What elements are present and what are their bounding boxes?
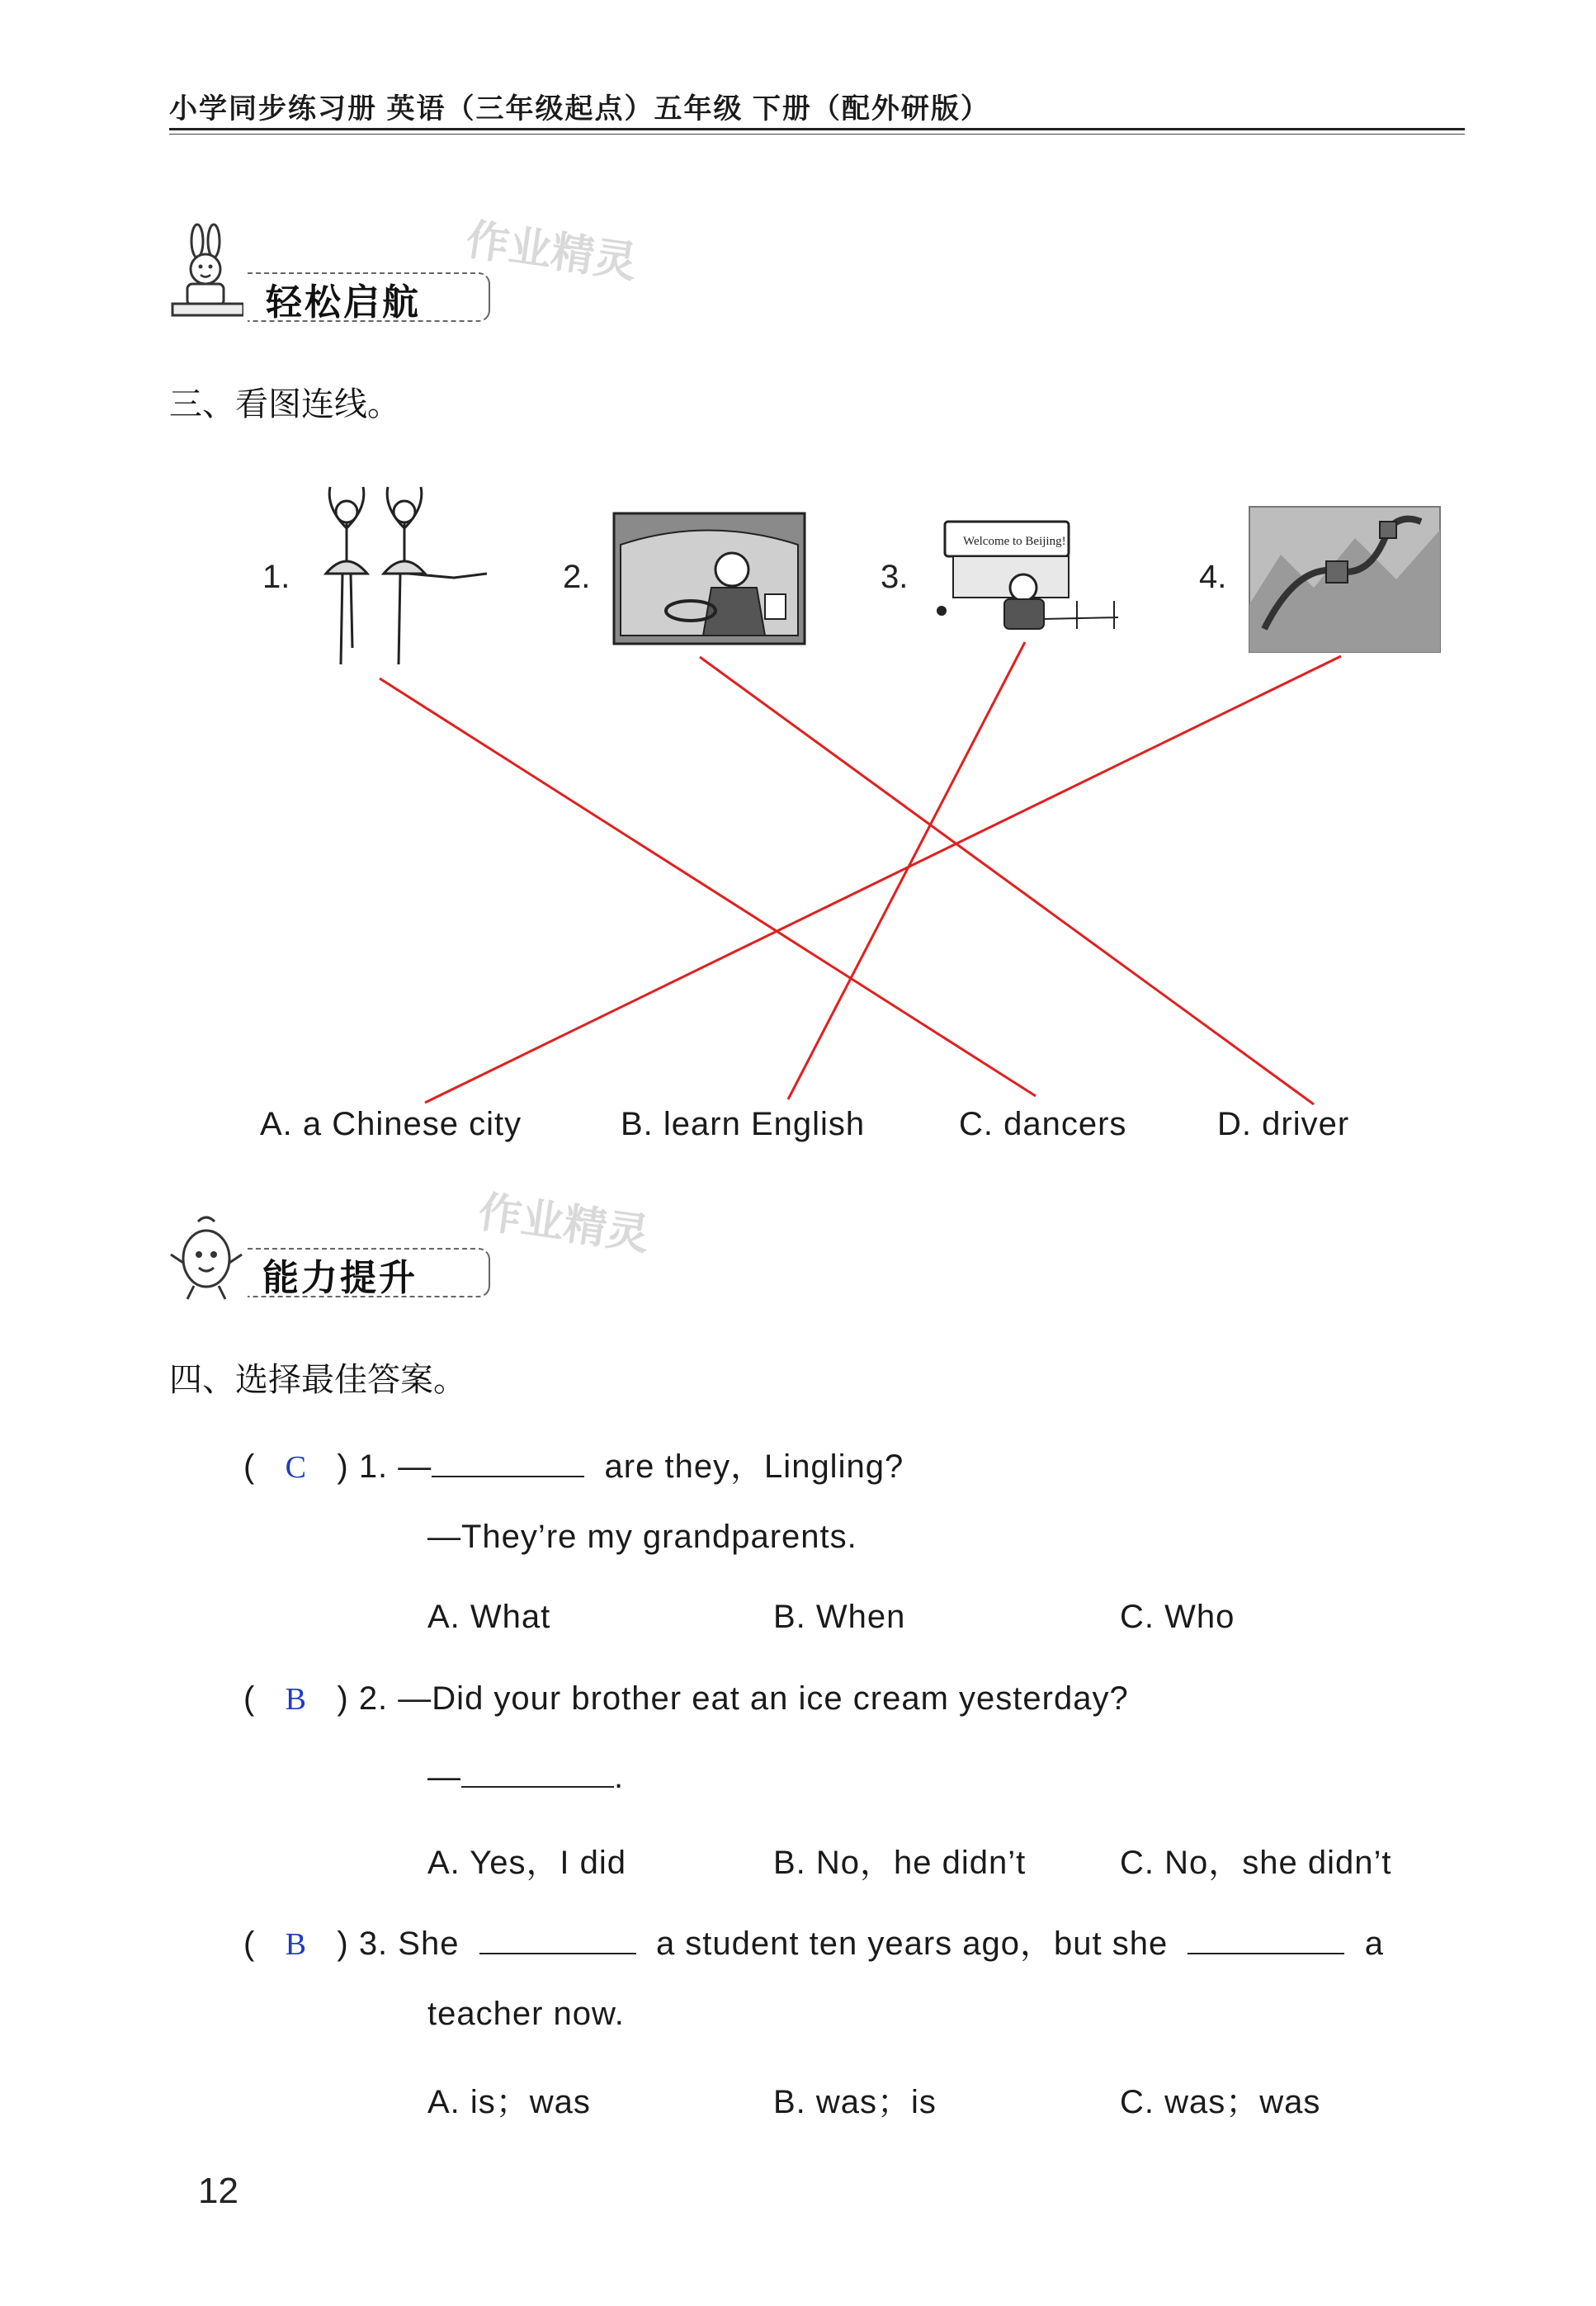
option-c-text: dancers <box>1003 1106 1127 1142</box>
question-1-text: are they，Lingling? <box>604 1448 904 1485</box>
q3-choice-c: C. was；was <box>1120 2084 1321 2120</box>
question-2-number: 2. <box>358 1680 389 1717</box>
option-d <box>1217 1106 1349 1143</box>
blank-1 <box>432 1448 584 1477</box>
question-1: ( C ) 1. — are they，Lingling? <box>243 1448 904 1485</box>
match-line-2-D <box>700 657 1314 1104</box>
q2-choice-a: A. Yes，I did <box>427 1845 627 1881</box>
option-b-text: learn English <box>663 1106 866 1142</box>
watermark-2: 作业精灵 <box>475 1187 653 1261</box>
option-b <box>621 1106 865 1143</box>
answer-2: B <box>285 1682 308 1717</box>
question3-title: 三、看图连线。 <box>169 385 400 423</box>
question-2-period: . <box>614 1759 625 1795</box>
question-2-text: —Did your brother eat an ice cream yesterday? <box>398 1680 1129 1717</box>
question-3-text-b: a student ten years ago，but she <box>655 1926 1169 1962</box>
header-rule-thin <box>169 134 1465 135</box>
blank-3b <box>1188 1925 1344 1954</box>
picture-number-4: 4. <box>1199 559 1227 595</box>
match-line-4-A <box>425 656 1341 1103</box>
learn-english-picture-icon <box>928 512 1122 636</box>
picture-number-1: 1. <box>262 559 290 595</box>
dancers-picture-icon <box>309 483 491 673</box>
question-3: ( B ) 3. She a student ten years ago，but she a <box>243 1926 1384 1962</box>
egg-mascot-icon <box>169 1213 243 1304</box>
q2-choice-b: B. No，he didn’t <box>773 1845 1027 1881</box>
great-wall-picture-icon <box>1248 505 1442 654</box>
answer-3: B <box>285 1927 308 1962</box>
q1-choice-b: B. When <box>773 1599 906 1635</box>
question-2: ( B ) 2. —Did your brother eat an ice cream yesterday? <box>243 1680 1129 1717</box>
question-2-reply <box>427 1758 624 1796</box>
question-1-dash: — <box>398 1448 432 1485</box>
question4-title: 四、选择最佳答案。 <box>169 1361 466 1399</box>
q1-choice-a: A. What <box>427 1599 551 1635</box>
q3-choice-a: A. is；was <box>427 2084 591 2120</box>
match-line-1-C <box>380 678 1036 1096</box>
q3-choice-b: B. was；is <box>773 2084 937 2120</box>
picture-number-3: 3. <box>881 559 909 595</box>
rabbit-mascot-icon <box>169 223 243 322</box>
option-d-letter: D. <box>1217 1106 1252 1142</box>
blank-3a <box>479 1925 636 1954</box>
option-b-letter: B. <box>621 1106 654 1142</box>
option-a <box>260 1106 522 1143</box>
question-2-dash: — <box>427 1759 461 1795</box>
q2-choice-c: C. No，she didn’t <box>1120 1845 1392 1881</box>
watermark: 作业精灵 <box>463 215 640 289</box>
option-c-letter: C. <box>959 1106 994 1142</box>
driver-picture-icon <box>612 512 806 645</box>
option-d-text: driver <box>1262 1106 1350 1142</box>
page-number: 12 <box>198 2171 238 2211</box>
header-rule <box>169 128 1465 130</box>
question-1-number: 1. <box>358 1448 389 1485</box>
option-c <box>959 1106 1126 1143</box>
header-title: 小学同步练习册 英语（三年级起点）五年级 下册（配外研版） <box>169 93 990 125</box>
option-a-letter: A. <box>260 1106 293 1142</box>
section2-label: 能力提升 <box>262 1257 418 1299</box>
answer-1: C <box>285 1450 308 1485</box>
question-3-text-a: She <box>398 1926 460 1962</box>
match-line-3-B <box>788 642 1025 1099</box>
question-1-reply: —They’re my grandparents. <box>427 1519 857 1555</box>
sign-text: Welcome to Beijing! <box>963 535 1066 548</box>
question-3-number: 3. <box>358 1926 389 1962</box>
question-3-line2: teacher now. <box>427 1996 625 2032</box>
option-a-text: a Chinese city <box>302 1106 522 1142</box>
blank-2 <box>461 1758 614 1788</box>
question-3-text-c: a <box>1364 1926 1384 1962</box>
section1-label: 轻松启航 <box>266 281 421 324</box>
picture-number-2: 2. <box>563 559 591 595</box>
q1-choice-c: C. Who <box>1120 1599 1235 1635</box>
